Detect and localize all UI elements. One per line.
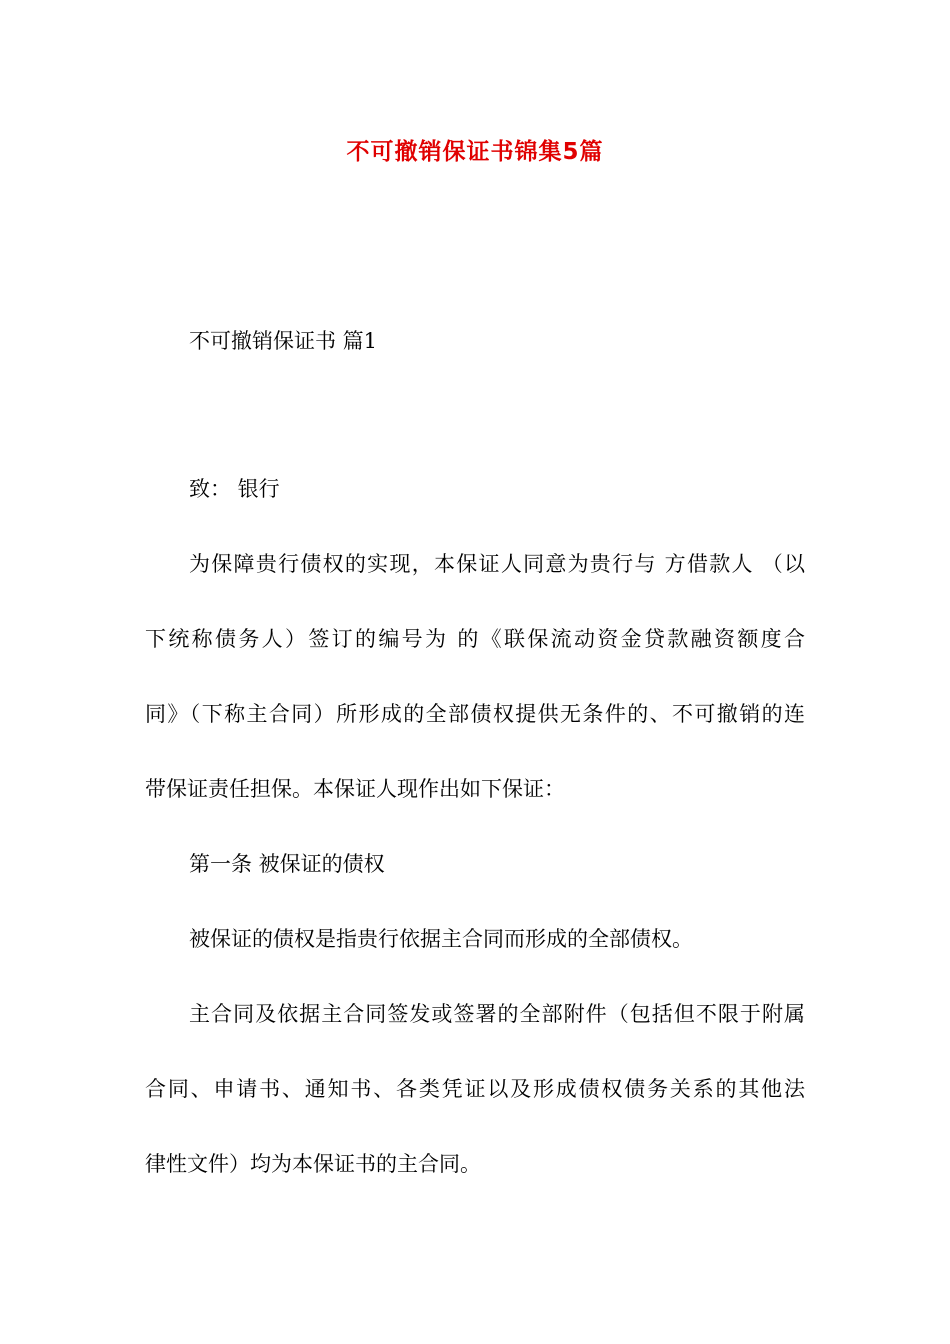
paragraph-line: 律性文件）均为本保证书的主合同。 — [145, 1152, 481, 1176]
address-line: 致： 银行 — [189, 477, 280, 501]
article-heading: 第一条 被保证的债权 — [189, 852, 385, 876]
article-text: 被保证的债权是指贵行依据主合同而形成的全部债权。 — [189, 927, 693, 951]
paragraph-line: 合同、申请书、通知书、各类凭证以及形成债权债务关系的其他法 — [145, 1077, 805, 1101]
paragraph-line: 下统称债务人）签订的编号为 的《联保流动资金贷款融资额度合 — [145, 627, 805, 651]
paragraph-line: 为保障贵行债权的实现，本保证人同意为贵行与 方借款人 （以 — [189, 552, 805, 576]
paragraph-line: 带保证责任担保。本保证人现作出如下保证： — [145, 777, 565, 801]
paragraph-line: 同》（下称主合同）所形成的全部债权提供无条件的、不可撤销的连 — [145, 702, 805, 726]
section-heading: 不可撤销保证书 篇1 — [189, 329, 378, 353]
document-title: 不可撤销保证书锦集5篇 — [346, 139, 604, 165]
paragraph-line: 主合同及依据主合同签发或签署的全部附件（包括但不限于附属 — [189, 1002, 805, 1026]
